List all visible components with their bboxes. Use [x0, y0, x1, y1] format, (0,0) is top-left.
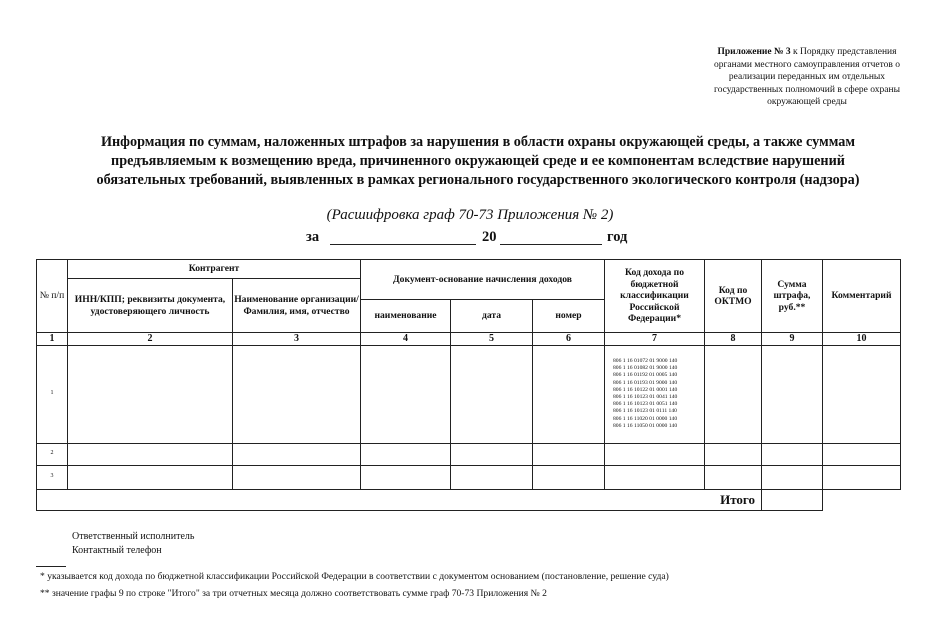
cell-kbk[interactable]	[605, 465, 705, 489]
cell-sum[interactable]	[762, 345, 823, 443]
cell-doc-number[interactable]	[533, 465, 605, 489]
cell-doc-date[interactable]	[451, 465, 533, 489]
col-number: 9	[762, 333, 823, 346]
kbk-code: 806 1 16 01192 01 0005 140	[613, 372, 678, 379]
cell-inn[interactable]	[68, 465, 233, 489]
cell-name[interactable]	[233, 465, 361, 489]
executor-label: Ответственный исполнитель	[72, 531, 195, 542]
cell-oktmo[interactable]	[705, 345, 762, 443]
cell-inn[interactable]	[68, 345, 233, 443]
total-label: Итого	[37, 489, 762, 510]
row-number: 2	[37, 443, 68, 465]
kbk-code: 806 1 16 10123 01 0051 140	[613, 401, 678, 408]
report-title: Информация по суммам, наложенных штрафов за нарушения в области охраны окружающей среды, а также суммам предъявляемым к возмещению вреда, причиненного окружающей среде и ее компонентам вследствие нарушений обязательных требований, выявленных в рамках регионального государственного экологического контроля (надзора)	[96, 134, 860, 188]
header-doc-date: дата	[451, 300, 533, 333]
cell-comment[interactable]	[823, 345, 901, 443]
row-number: 1	[37, 345, 68, 443]
col-number: 1	[37, 333, 68, 346]
kbk-code: 806 1 16 01193 01 9000 140	[613, 379, 678, 386]
report-period	[306, 229, 646, 249]
report-table	[36, 259, 901, 511]
cell-oktmo[interactable]	[705, 443, 762, 465]
header-name: Наименование организации/Фамилия, имя, отчество	[233, 279, 361, 333]
header-num: № п/п	[37, 260, 68, 333]
footnote-2: ** значение графы 9 по строке "Итого" за три отчетных месяца должно соответствовать сумме граф 70-73 Приложения № 2	[40, 588, 547, 599]
phone-label: Контактный телефон	[72, 545, 162, 556]
kbk-code: 806 1 16 01082 01 9000 140	[613, 365, 678, 372]
kbk-code: 806 1 16 01072 01 9000 140	[613, 357, 678, 364]
footnote-1: * указывается код дохода по бюджетной классификации Российской Федерации в соответствии с документом основанием (постановление, решение суда)	[40, 571, 669, 582]
col-number: 10	[823, 333, 901, 346]
cell-doc-name[interactable]	[361, 345, 451, 443]
period-year: 20	[482, 229, 497, 245]
cell-comment[interactable]	[823, 443, 901, 465]
total-spacer	[823, 489, 901, 510]
col-number: 6	[533, 333, 605, 346]
table-row	[37, 465, 901, 489]
col-number: 7	[605, 333, 705, 346]
appendix-text: к Порядку представления органами местного самоуправления отчетов о реализации переданных им отдельных государственных полномочий в сфере охраны окружающей среды	[714, 47, 900, 107]
cell-doc-date[interactable]	[451, 345, 533, 443]
header-sum: Сумма штрафа, руб.**	[762, 260, 823, 333]
col-number: 8	[705, 333, 762, 346]
kbk-code: 806 1 16 10123 01 0111 140	[613, 408, 677, 415]
signature-block	[72, 530, 194, 558]
header-doc-name: наименование	[361, 300, 451, 333]
col-number: 2	[68, 333, 233, 346]
cell-sum[interactable]	[762, 443, 823, 465]
header-oktmo: Код по ОКТМО	[705, 260, 762, 333]
cell-doc-name[interactable]	[361, 465, 451, 489]
cell-doc-number[interactable]	[533, 345, 605, 443]
header-kbk: Код дохода по бюджетной классификации Российской Федерации*	[605, 260, 705, 333]
cell-inn[interactable]	[68, 443, 233, 465]
col-number: 3	[233, 333, 361, 346]
kbk-code: 806 1 16 10123 01 0041 140	[613, 394, 678, 400]
header-inn: ИНН/КПП; реквизиты документа, удостоверяющего личность	[68, 279, 233, 333]
col-number: 5	[451, 333, 533, 346]
cell-oktmo[interactable]	[705, 465, 762, 489]
kbk-code: 806 1 16 10122 01 0001 140	[613, 386, 678, 393]
cell-doc-number[interactable]	[533, 443, 605, 465]
period-blank-1	[330, 244, 476, 245]
period-prefix: за	[306, 229, 320, 245]
header-comment: Комментарий	[823, 260, 901, 333]
cell-kbk[interactable]	[605, 443, 705, 465]
header-document: Документ-основание начисления доходов	[361, 260, 605, 300]
col-number: 4	[361, 333, 451, 346]
report-subtitle: (Расшифровка граф 70-73 Приложения № 2)	[326, 207, 614, 223]
cell-comment[interactable]	[823, 465, 901, 489]
header-kontragent: Контрагент	[68, 260, 361, 279]
cell-name[interactable]	[233, 345, 361, 443]
table-row	[37, 345, 901, 443]
cell-kbk-codes	[605, 345, 705, 443]
total-sum[interactable]	[762, 489, 823, 510]
cell-sum[interactable]	[762, 465, 823, 489]
cell-name[interactable]	[233, 443, 361, 465]
kbk-code: 806 1 16 11050 01 0000 140	[613, 422, 678, 429]
cell-doc-name[interactable]	[361, 443, 451, 465]
header-doc-number: номер	[533, 300, 605, 333]
total-row	[37, 489, 901, 510]
appendix-label: Приложение № 3	[717, 47, 791, 57]
appendix-note	[700, 46, 914, 109]
period-suffix: год	[607, 229, 628, 245]
footnote-separator	[36, 566, 66, 567]
table-row	[37, 443, 901, 465]
period-blank-2	[500, 244, 602, 245]
cell-doc-date[interactable]	[451, 443, 533, 465]
row-number: 3	[37, 465, 68, 489]
kbk-code: 806 1 16 11020 01 0000 140	[613, 415, 678, 422]
